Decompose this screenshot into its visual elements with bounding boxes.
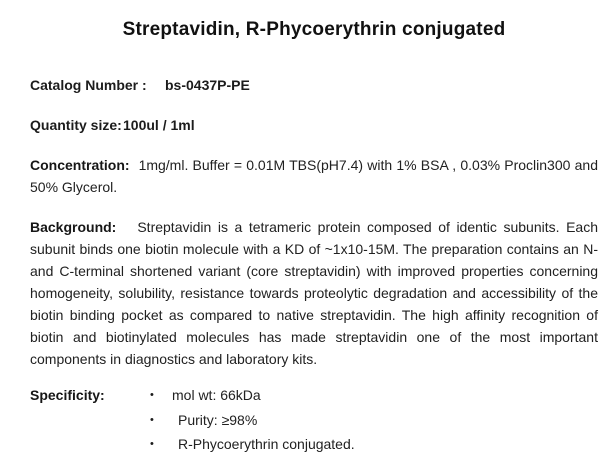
concentration-label: Concentration: — [30, 157, 130, 173]
background-label: Background: — [30, 219, 117, 235]
catalog-number-row — [30, 78, 598, 93]
quantity-size-row — [30, 118, 598, 133]
specificity-item-conjugate: R-Phycoerythrin conjugated. — [178, 436, 355, 452]
catalog-number-label: Catalog Number : — [30, 77, 147, 93]
background-text: Streptavidin is a tetrameric protein composed of identic subunits. Each subunit binds one biotin molecule with a KD of ~1x10-15M. The preparation contains an N- and C-terminal shortened variant (core streptavidin) with improved properties concerning homogeneity, solubility, resistance towards proteolytic degradation and accessibility of the biotin binding pocket as compared to native streptavidin. The high affinity recognition of biotin and biotinylated molecules has made streptavidin one of the most important components in diagnostics and laboratory kits. — [30, 219, 598, 367]
concentration-paragraph — [30, 154, 598, 198]
specificity-section — [30, 383, 598, 453]
concentration-text: 1mg/ml. Buffer = 0.01M TBS(pH7.4) with 1% BSA , 0.03% Proclin300 and 50% Glycerol. — [30, 157, 598, 195]
list-item — [150, 432, 598, 453]
bullet-icon: • — [150, 389, 154, 401]
specificity-label: Specificity: — [30, 387, 105, 403]
bullet-icon: • — [150, 438, 154, 450]
background-paragraph — [30, 216, 598, 370]
page-title: Streptavidin, R-Phycoerythrin conjugated — [122, 19, 506, 40]
quantity-size-label: Quantity size: — [30, 117, 122, 133]
datasheet-content — [0, 16, 611, 453]
bullet-icon: • — [150, 413, 154, 426]
quantity-size-value: 100ul / 1ml — [123, 117, 195, 133]
list-item — [150, 408, 598, 433]
catalog-number-value: bs-0437P-PE — [165, 77, 250, 93]
specificity-list — [150, 383, 598, 453]
specificity-item-mol-wt: mol wt: 66kDa — [172, 387, 261, 403]
specificity-item-purity: Purity: ≥98% — [178, 411, 258, 428]
list-item — [150, 383, 598, 408]
